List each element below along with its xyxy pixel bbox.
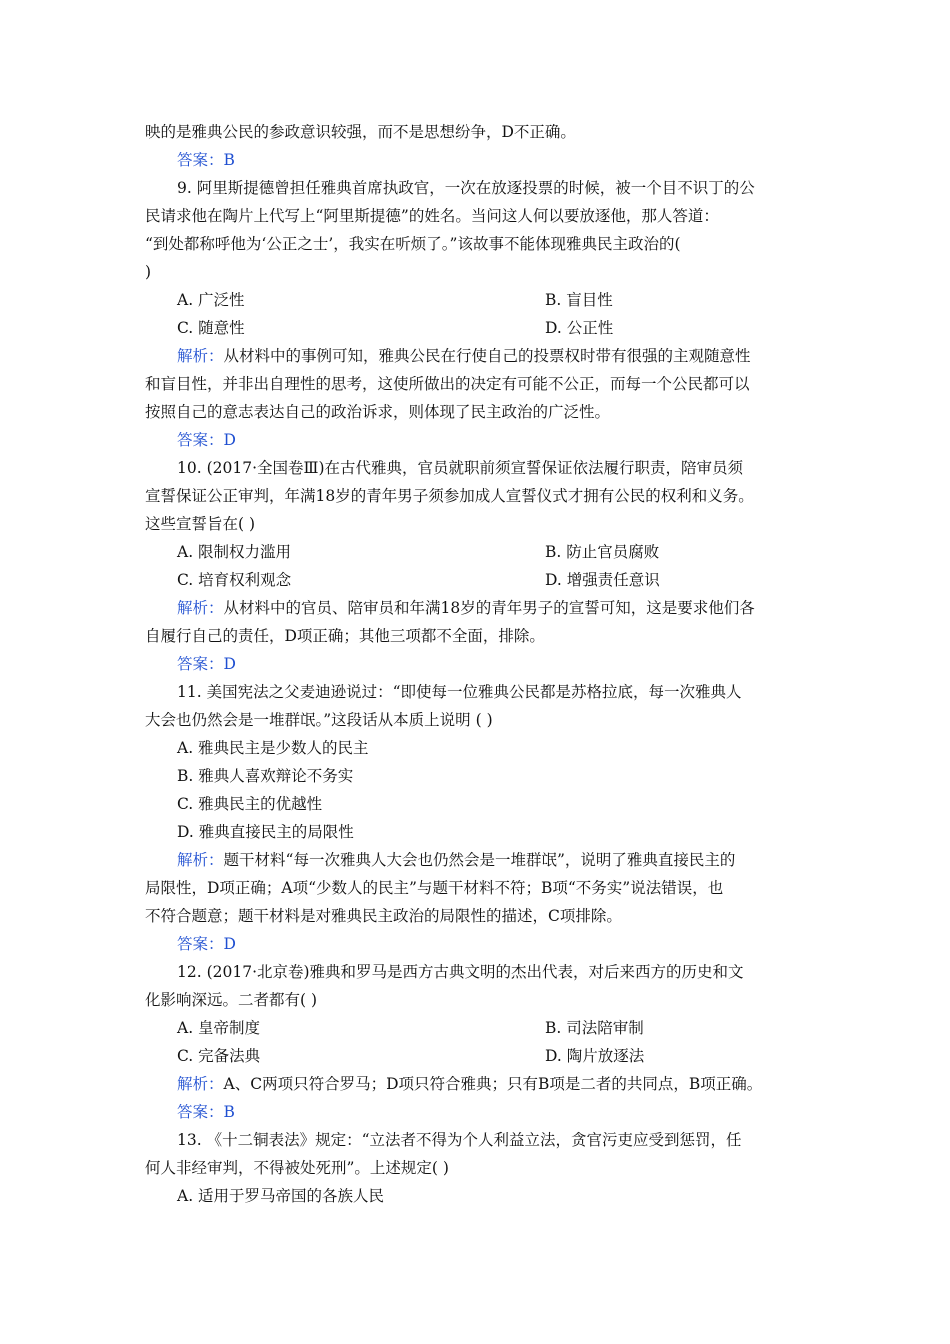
analysis-line: 解析：题干材料“每一次雅典人大会也仍然会是一堆群氓”，说明了雅典直接民主的 bbox=[177, 851, 736, 869]
question-9-line: 9. 阿里斯提德曾担任雅典首席执政官，一次在放逐投票的时候，被一个目不识丁的公 bbox=[177, 179, 755, 197]
analysis-label: 解析： bbox=[177, 347, 224, 365]
question-9-line: “到处都称呼他为‘公正之士’，我实在听烦了。”该故事不能体现雅典民主政治的( bbox=[145, 235, 681, 253]
answer-line: 答案：B bbox=[177, 151, 235, 169]
option-c: C. 雅典民主的优越性 bbox=[177, 795, 323, 813]
analysis-label: 解析： bbox=[177, 1075, 224, 1093]
question-13-line: 13. 《十二铜表法》规定：“立法者不得为个人利益立法，贪官污吏应受到惩罚，任 bbox=[177, 1131, 742, 1149]
analysis-line: 不符合题意；题干材料是对雅典民主政治的局限性的描述，C项排除。 bbox=[145, 907, 622, 925]
question-11-line: 11. 美国宪法之父麦迪逊说过：“即使每一位雅典公民都是苏格拉底，每一次雅典人 bbox=[177, 683, 742, 701]
option-d: D. 公正性 bbox=[545, 319, 614, 337]
question-10-line: 这些宣誓旨在( ) bbox=[145, 515, 256, 533]
option-a: A. 适用于罗马帝国的各族人民 bbox=[177, 1187, 385, 1205]
answer-line: 答案：B bbox=[177, 1103, 235, 1121]
answer-line: 答案：D bbox=[177, 935, 236, 953]
analysis-line: 解析：从材料中的官员、陪审员和年满18岁的青年男子的宣誓可知，这是要求他们各 bbox=[177, 599, 755, 617]
question-11-line: 大会也仍然会是一堆群氓。”这段话从本质上说明 ( ) bbox=[145, 711, 493, 729]
answer-line: 答案：D bbox=[177, 431, 236, 449]
option-b: B. 防止官员腐败 bbox=[545, 543, 660, 561]
option-c: C. 完备法典 bbox=[177, 1047, 261, 1065]
text-line: 映的是雅典公民的参政意识较强，而不是思想纷争，D不正确。 bbox=[145, 123, 576, 141]
answer-line: 答案：D bbox=[177, 655, 236, 673]
question-13-line: 何人非经审判，不得被处死刑”。上述规定( ) bbox=[145, 1159, 449, 1177]
question-10-line: 10. (2017·全国卷Ⅲ)在古代雅典，官员就职前须宣誓保证依法履行职责，陪审员须 bbox=[177, 459, 743, 477]
option-d: D. 陶片放逐法 bbox=[545, 1047, 645, 1065]
option-a: A. 广泛性 bbox=[177, 291, 245, 309]
option-b: B. 司法陪审制 bbox=[545, 1019, 644, 1037]
question-9-line: ) bbox=[145, 263, 152, 281]
analysis-line: 按照自己的意志表达自己的政治诉求，则体现了民主政治的广泛性。 bbox=[145, 403, 611, 421]
option-b: B. 盲目性 bbox=[545, 291, 613, 309]
analysis-line: 和盲目性，并非出自理性的思考，这使所做出的决定有可能不公正，而每一个公民都可以 bbox=[145, 375, 750, 393]
question-9-line: 民请求他在陶片上代写上“阿里斯提德”的姓名。当问这人何以要放逐他，那人答道： bbox=[145, 207, 719, 225]
option-b: B. 雅典人喜欢辩论不务实 bbox=[177, 767, 354, 785]
analysis-line: 局限性，D项正确；A项“少数人的民主”与题干材料不符；B项“不务实”说法错误，也 bbox=[145, 879, 724, 897]
option-d: D. 增强责任意识 bbox=[545, 571, 660, 589]
analysis-line: 解析：A、C两项只符合罗马；D项只符合雅典；只有B项是二者的共同点，B项正确。 bbox=[177, 1075, 763, 1093]
question-12-line: 化影响深远。二者都有( ) bbox=[145, 991, 318, 1009]
option-c: C. 培育权利观念 bbox=[177, 571, 292, 589]
analysis-line: 解析：从材料中的事例可知，雅典公民在行使自己的投票权时带有很强的主观随意性 bbox=[177, 347, 751, 365]
analysis-label: 解析： bbox=[177, 599, 224, 617]
analysis-label: 解析： bbox=[177, 851, 224, 869]
option-a: A. 皇帝制度 bbox=[177, 1019, 261, 1037]
option-a: A. 雅典民主是少数人的民主 bbox=[177, 739, 369, 757]
question-12-line: 12. (2017·北京卷)雅典和罗马是西方古典文明的杰出代表，对后来西方的历史和文 bbox=[177, 963, 744, 981]
option-c: C. 随意性 bbox=[177, 319, 245, 337]
option-a: A. 限制权力滥用 bbox=[177, 543, 292, 561]
question-10-line: 宣誓保证公正审判，年满18岁的青年男子须参加成人宣誓仪式才拥有公民的权利和义务。 bbox=[145, 487, 754, 505]
analysis-line: 自履行自己的责任，D项正确；其他三项都不全面，排除。 bbox=[145, 627, 545, 645]
option-d: D. 雅典直接民主的局限性 bbox=[177, 823, 354, 841]
